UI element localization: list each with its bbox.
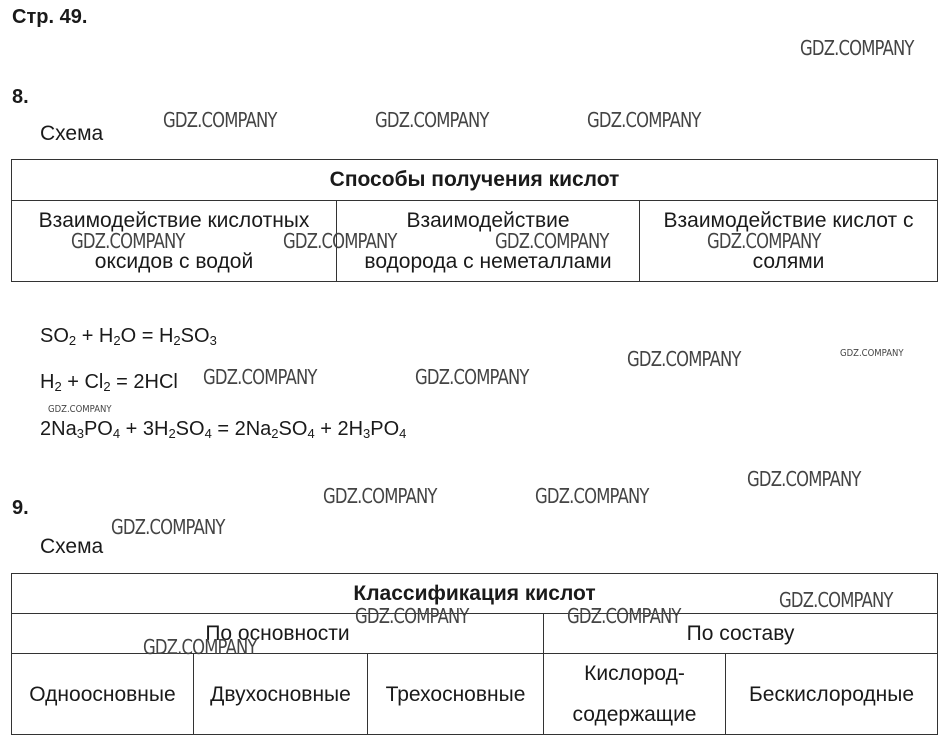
group-basicity: По основности bbox=[12, 614, 544, 654]
equation-2: $H_2 + Cl_2 = 2HCl$ bbox=[40, 371, 178, 394]
leaf-dibasic: Двухосновные bbox=[194, 654, 368, 735]
equation-3: $2Na_3PO_4 + 3H_2SO_4 = 2Na_2SO_4 + 2H_3PO_4$ bbox=[40, 418, 407, 441]
acid-classification-title: Классификация кислот bbox=[12, 574, 938, 614]
watermark: GDZ.COMPANY bbox=[587, 108, 701, 132]
watermark: GDZ.COMPANY bbox=[747, 467, 861, 491]
watermark: GDZ.COMPANY bbox=[567, 604, 681, 628]
watermark: GDZ.COMPANY bbox=[495, 229, 609, 253]
task-9-number: 9. bbox=[12, 497, 29, 519]
leaf-oxygen-containing: Кислород- содержащие bbox=[544, 654, 726, 735]
watermark: GDZ.COMPANY bbox=[627, 347, 741, 371]
watermark-small: GDZ.COMPANY bbox=[48, 404, 112, 415]
method-hydrogen-nonmetals: Взаимодействие водорода с неметаллами bbox=[337, 201, 640, 282]
watermark: GDZ.COMPANY bbox=[323, 484, 437, 508]
equation-1: $SO_2 + H_2O = H_2SO_3$ bbox=[40, 325, 217, 348]
acid-production-table bbox=[11, 159, 938, 282]
task-8-number: 8. bbox=[12, 86, 29, 108]
task-8-schema-label: Схема bbox=[40, 122, 104, 145]
watermark: GDZ.COMPANY bbox=[779, 588, 893, 612]
watermark: GDZ.COMPANY bbox=[707, 229, 821, 253]
watermark: GDZ.COMPANY bbox=[283, 229, 397, 253]
leaf-monobasic: Одноосновные bbox=[12, 654, 194, 735]
watermark: GDZ.COMPANY bbox=[415, 365, 529, 389]
watermark: GDZ.COMPANY bbox=[71, 229, 185, 253]
watermark: GDZ.COMPANY bbox=[535, 484, 649, 508]
leaf-tribasic: Трехосновные bbox=[368, 654, 544, 735]
method-acids-salts: Взаимодействие кислот с солями bbox=[640, 201, 938, 282]
watermark-small: GDZ.COMPANY bbox=[840, 348, 904, 359]
watermark: GDZ.COMPANY bbox=[143, 635, 257, 659]
watermark: GDZ.COMPANY bbox=[163, 108, 277, 132]
watermark: GDZ.COMPANY bbox=[800, 36, 914, 60]
page-label: Стр. 49. bbox=[12, 6, 88, 28]
watermark: GDZ.COMPANY bbox=[111, 515, 225, 539]
watermark: GDZ.COMPANY bbox=[203, 365, 317, 389]
task-9-schema-label: Схема bbox=[40, 535, 104, 558]
group-composition: По составу bbox=[544, 614, 938, 654]
acid-production-title: Способы получения кислот bbox=[12, 160, 938, 201]
watermark: GDZ.COMPANY bbox=[355, 604, 469, 628]
leaf-oxygen-free: Бескислородные bbox=[726, 654, 938, 735]
watermark: GDZ.COMPANY bbox=[375, 108, 489, 132]
method-oxides-water: Взаимодействие кислотных оксидов с водой bbox=[12, 201, 337, 282]
